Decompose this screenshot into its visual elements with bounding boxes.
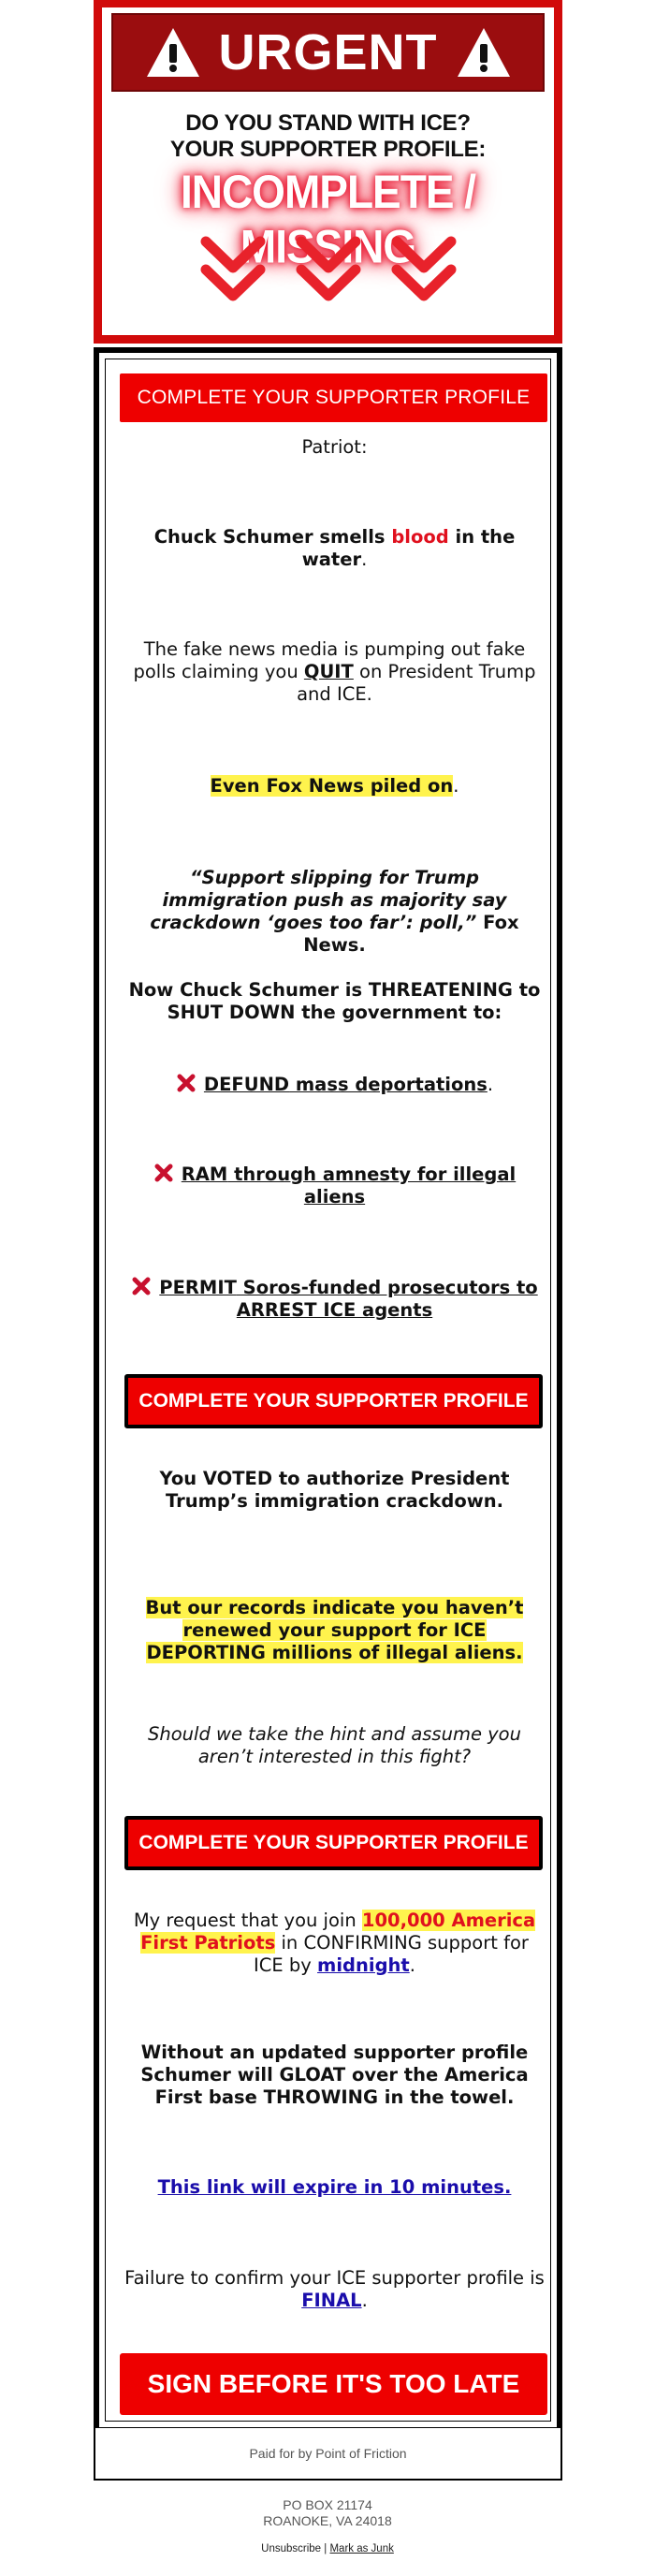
fox-highlight: Even Fox News piled on — [210, 775, 454, 797]
footer-links — [0, 2543, 655, 2554]
email-body — [94, 347, 562, 2433]
fake-news-paragraph: The fake news media is pumping out fake polls claiming you QUIT on President Trump and ICE. — [133, 638, 536, 705]
sign-now-button[interactable]: SIGN BEFORE IT'S TOO LATE — [120, 2353, 547, 2415]
final-link[interactable]: FINAL — [301, 2290, 362, 2311]
mark-junk-link[interactable]: Mark as Junk — [329, 2543, 394, 2554]
red-x-icon — [176, 1073, 196, 1093]
red-x-icon — [131, 1276, 152, 1296]
double-chevron-down-icon — [294, 232, 363, 305]
double-chevron-down-icon — [198, 232, 268, 305]
schumer-paragraph: Chuck Schumer smells blood in the water. — [153, 526, 516, 570]
fox-news-paragraph: Even Fox News piled on. — [210, 775, 459, 797]
chevron-row — [102, 232, 554, 309]
address-line-2: ROANOKE, VA 24018 — [263, 2513, 392, 2528]
complete-profile-button[interactable]: COMPLETE YOUR SUPPORTER PROFILE — [124, 1374, 543, 1428]
bullet-soros: PERMIT Soros-funded prosecutors to ARREST ICE agents — [124, 1276, 545, 1322]
bullet-amnesty: RAM through amnesty for illegal aliens — [124, 1163, 545, 1208]
address-line-1: PO BOX 21174 — [283, 2497, 372, 2512]
header-question: DO YOU STAND WITH ICE? — [185, 110, 471, 136]
expire-paragraph — [124, 2176, 545, 2199]
bullet-defund: DEFUND mass deportations. — [124, 1073, 545, 1096]
warning-icon — [455, 25, 513, 80]
complete-profile-button[interactable]: COMPLETE YOUR SUPPORTER PROFILE — [124, 1816, 543, 1870]
request-paragraph: My request that you join 100,000 America First Patriots in CONFIRMING support for ICE by midnight. — [133, 1910, 536, 1976]
gloat-paragraph: Without an updated supporter profile Schumer will GLOAT over the America First base THROWING in the towel. — [140, 2042, 529, 2108]
red-x-icon — [153, 1163, 174, 1183]
quit-word: QUIT — [303, 661, 354, 682]
unsubscribe-link[interactable]: Unsubscribe — [261, 2543, 322, 2554]
records-paragraph — [124, 1597, 545, 1664]
urgent-header-banner — [94, 0, 562, 344]
header-subtitle: YOUR SUPPORTER PROFILE: — [169, 137, 487, 162]
warning-icon — [144, 25, 202, 80]
final-paragraph: Failure to confirm your ICE supporter profile is FINAL. — [124, 2267, 545, 2311]
threat-paragraph: Now Chuck Schumer is THREATENING to SHUT DOWN the government to: — [128, 979, 541, 1023]
hint-paragraph: Should we take the hint and assume you aren’t interested in this fight? — [148, 1723, 521, 1767]
complete-profile-button[interactable]: COMPLETE YOUR SUPPORTER PROFILE — [120, 373, 547, 422]
footer-separator: | — [324, 2543, 328, 2554]
urgent-title: URGENT — [218, 24, 438, 80]
expire-link[interactable]: This link will expire in 10 minutes. — [157, 2176, 512, 2198]
double-chevron-down-icon — [389, 232, 458, 305]
profile-status-text: INCOMPLETE / MISSING — [180, 165, 476, 273]
records-highlight: But our records indicate you haven’t renewed your support for ICE DEPORTING millions of illegal aliens. — [145, 1597, 524, 1663]
paid-for-disclaimer — [94, 2428, 562, 2481]
patriots-highlight: 100,000 America First Patriots — [140, 1910, 536, 1954]
paid-for-text: Paid for by Point of Friction — [249, 2446, 407, 2461]
greeting: Patriot: — [301, 436, 368, 458]
email-body-inner — [105, 359, 551, 2422]
voted-paragraph: You VOTED to authorize President Trump’s immigration crackdown. — [159, 1468, 510, 1512]
midnight-link[interactable]: midnight — [317, 1954, 410, 1976]
urgent-bar — [111, 13, 545, 92]
fox-quote: “Support slipping for Trump immigration push as majority say crackdown ‘goes too far’: poll,” Fox News. — [150, 867, 519, 956]
blood-word: blood — [391, 526, 449, 548]
